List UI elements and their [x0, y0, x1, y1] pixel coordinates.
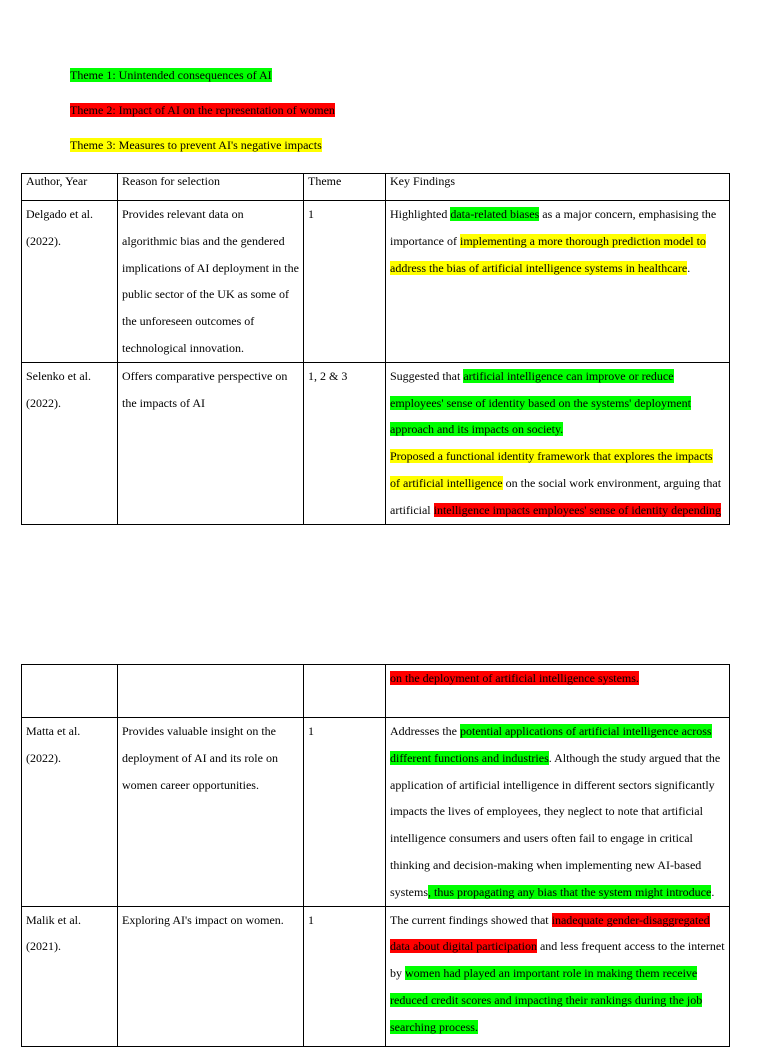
cell-theme: 1: [304, 201, 386, 363]
table-row: [22, 906, 730, 1046]
highlighted-text: on the deployment of artificial intelligence systems.: [390, 671, 639, 685]
findings-table-page-2: [21, 664, 730, 1047]
findings-text: .: [711, 884, 715, 899]
cell-author: [22, 665, 118, 718]
cell-theme: [304, 665, 386, 718]
highlighted-text: data-related biases: [450, 207, 540, 221]
cell-findings: [386, 362, 730, 524]
highlighted-text: intelligence impacts employees' sense of identity depending: [433, 502, 722, 517]
cell-theme: 1: [304, 718, 386, 907]
highlighted-text: potential applications of artificial intelligence across different functions and industries: [390, 724, 712, 765]
highlighted-text: women had played an important role in making them receive reduced credit scores and impacting their rankings during the job searching process.: [390, 966, 703, 1034]
findings-text: and less frequent access to the internet by: [390, 939, 725, 981]
highlighted-text: Proposed a functional identity framework that explores the impacts of artificial intelligence: [390, 449, 713, 490]
cell-reason: Offers comparative perspective on the impacts of AI: [118, 362, 304, 524]
theme-2-label: Theme 2: Impact of AI on the representation of women: [70, 103, 335, 117]
header-findings: Key Findings: [386, 174, 730, 201]
findings-text: Suggested that: [390, 368, 464, 383]
findings-text: .: [687, 260, 691, 275]
header-reason: Reason for selection: [118, 174, 304, 201]
cell-findings: [386, 906, 730, 1046]
highlighted-text: implementing a more thorough prediction model to address the bias of artificial intelligence systems in healthcare: [390, 233, 706, 275]
cell-reason: Provides relevant data on algorithmic bias and the gendered implications of AI deployment in the public sector of the UK as some of the unforeseen outcomes of technological innovation.: [118, 201, 304, 363]
table-row: [22, 718, 730, 907]
theme-3-label: Theme 3: Measures to prevent AI's negative impacts: [70, 138, 322, 152]
highlighted-text: inadequate gender-disaggregated data about digital participation: [390, 912, 710, 954]
findings-text: The current findings showed that: [390, 912, 552, 927]
findings-table-page-1: [21, 173, 730, 525]
highlighted-text: , thus propagating any bias that the system might introduce: [428, 884, 712, 899]
findings-text: Highlighted: [390, 207, 451, 221]
cell-reason: Provides valuable insight on the deployment of AI and its role on women career opportunities.: [118, 718, 304, 907]
cell-theme: 1: [304, 906, 386, 1046]
findings-text: on the social work environment, arguing that artificial: [390, 475, 722, 517]
cell-author: Selenko et al. (2022).: [22, 362, 118, 524]
cell-theme: 1, 2 & 3: [304, 362, 386, 524]
table-row: [22, 362, 730, 524]
cell-reason: [118, 665, 304, 718]
cell-reason: Exploring AI's impact on women.: [118, 906, 304, 1046]
header-theme: Theme: [304, 174, 386, 201]
findings-text: . Although the study argued that the application of artificial intelligence in different sectors significantly impacts the lives of employees, they neglect to note that artificial intelligence consumers and users often fail to engage in critical thinking and decision-making when implementing new AI-based systems: [390, 750, 721, 899]
highlighted-text: artificial intelligence can improve or reduce employees' sense of identity based on the systems' deployment approach and its impacts on society.: [390, 368, 691, 437]
table-row: [22, 665, 730, 718]
cell-findings: [386, 201, 730, 363]
table-row: [22, 201, 730, 363]
theme-1-label: Theme 1: Unintended consequences of AI: [70, 68, 272, 82]
cell-author: Delgado et al. (2022).: [22, 201, 118, 363]
cell-author: Matta et al. (2022).: [22, 718, 118, 907]
findings-text: Addresses the: [390, 724, 460, 738]
cell-author: Malik et al. (2021).: [22, 906, 118, 1046]
cell-findings: [386, 665, 730, 718]
header-author: Author, Year: [22, 174, 118, 201]
table-header-row: [22, 174, 730, 201]
findings-text: as a major concern, emphasising the importance of: [390, 207, 717, 248]
cell-findings: [386, 718, 730, 907]
